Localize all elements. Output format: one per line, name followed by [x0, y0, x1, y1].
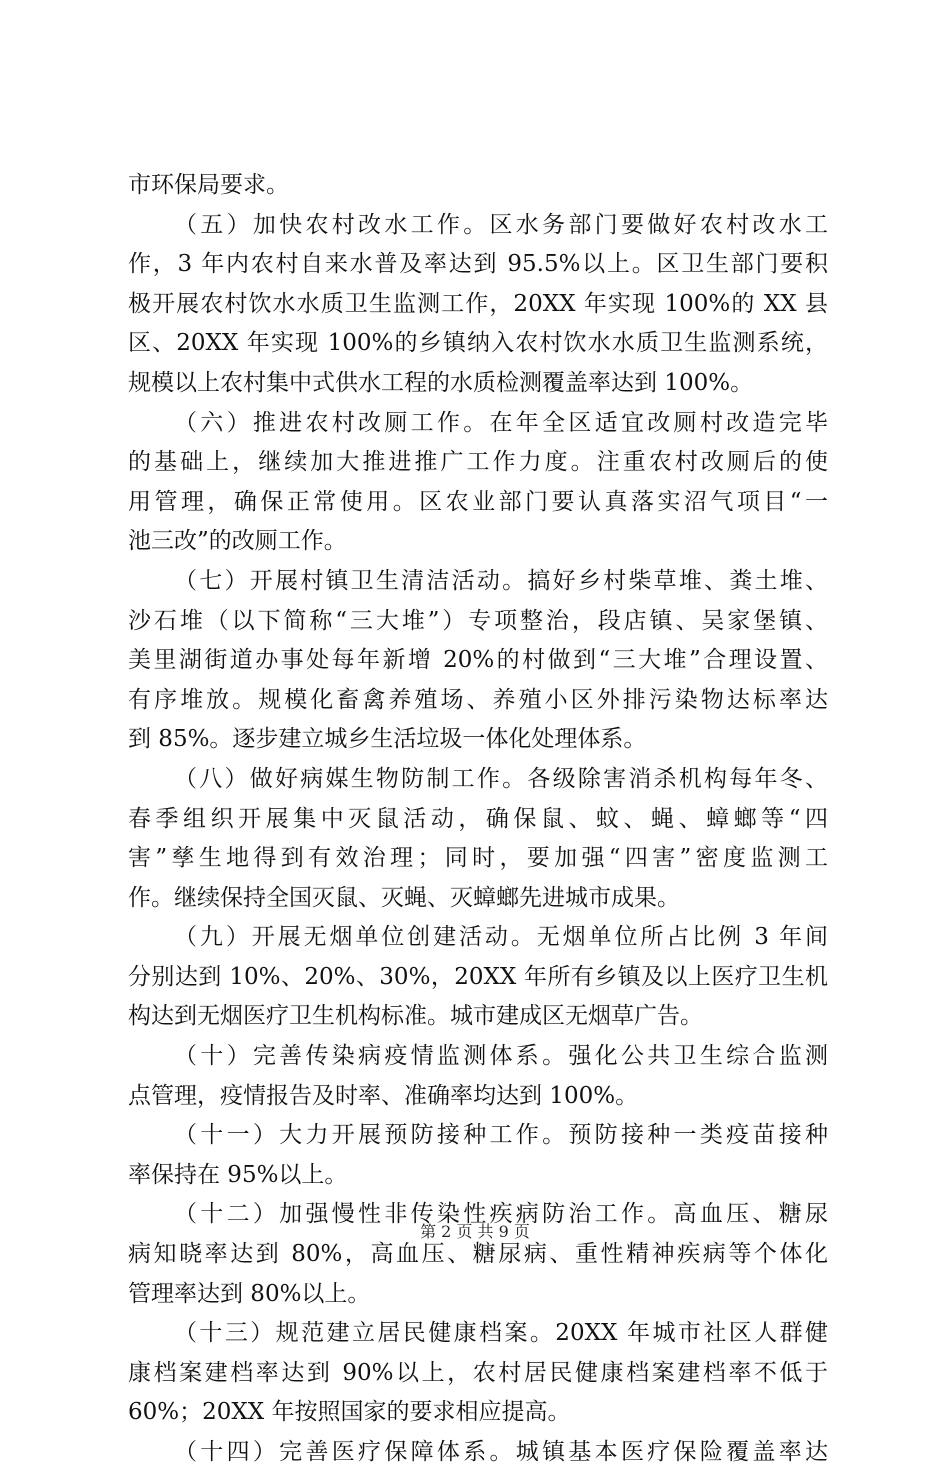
text-line: 康档案建档率达到 90%以上，农村居民健康档案建档率不低于	[128, 1359, 828, 1386]
text-line: （十四）完善医疗保障体系。城镇基本医疗保险覆盖率达	[174, 1439, 828, 1465]
text-line: 害”孳生地得到有效治理；同时，要加强“四害”密度监测工	[128, 845, 828, 872]
text-line: 点管理，疫情报告及时率、准确率均达到 100%。	[128, 1082, 639, 1109]
text-line: （五）加快农村改水工作。区水务部门要做好农村改水工	[174, 211, 828, 238]
text-line: 区、20XX 年实现 100%的乡镇纳入农村饮水水质卫生监测系统，	[128, 330, 828, 357]
text-line: 春季组织开展集中灭鼠活动，确保鼠、蚊、蝇、蟑螂等“四	[128, 805, 828, 832]
text-line: （十一）大力开展预防接种工作。预防接种一类疫苗接种	[174, 1122, 828, 1149]
text-line: 美里湖街道办事处每年新增 20%的村做到“三大堆”合理设置、	[128, 647, 828, 674]
text-line: 作。继续保持全国灭鼠、灭蝇、灭蟑螂先进城市成果。	[128, 884, 680, 911]
text-line: 有序堆放。规模化畜禽养殖场、养殖小区外排污染物达标率达	[128, 686, 828, 713]
text-line: （十）完善传染病疫情监测体系。强化公共卫生综合监测	[174, 1043, 828, 1070]
text-line: （十三）规范建立居民健康档案。20XX 年城市社区人群健	[174, 1320, 828, 1347]
text-line: 沙石堆（以下简称“三大堆”）专项整治，段店镇、吴家堡镇、	[128, 607, 828, 634]
text-line: （十二）加强慢性非传染性疾病防治工作。高血压、糖尿	[174, 1201, 828, 1228]
text-line: 极开展农村饮水水质卫生监测工作，20XX 年实现 100%的 XX 县	[128, 290, 828, 317]
text-line: （九）开展无烟单位创建活动。无烟单位所占比例 3 年间	[174, 924, 828, 951]
text-line: （八）做好病媒生物防制工作。各级除害消杀机构每年冬、	[174, 765, 828, 792]
text-line: 规模以上农村集中式供水工程的水质检测覆盖率达到 100%。	[128, 369, 754, 396]
text-line: 的基础上，继续加大推进推广工作力度。注重农村改厕后的使	[128, 449, 828, 476]
text-line: 分别达到 10%、20%、30%，20XX 年所有乡镇及以上医疗卫生机	[128, 963, 828, 990]
document-body	[128, 166, 828, 1473]
text-line: （六）推进农村改厕工作。在年全区适宜改厕村改造完毕	[174, 409, 828, 436]
text-line: 作，3 年内农村自来水普及率达到 95.5%以上。区卫生部门要积	[128, 251, 828, 278]
text-line: 池三改”的改厕工作。	[128, 528, 347, 555]
text-line: 管理率达到 80%以上。	[128, 1280, 371, 1307]
text-line: 用管理，确保正常使用。区农业部门要认真落实沼气项目“一	[128, 488, 828, 515]
page-footer: 第 2 页 共 9 页	[420, 1222, 530, 1241]
text-line: （七）开展村镇卫生清洁活动。搞好乡村柴草堆、粪土堆、	[174, 567, 828, 594]
text-line: 60%；20XX 年按照国家的要求相应提高。	[128, 1399, 571, 1426]
text-line: 市环保局要求。	[128, 172, 289, 198]
text-line: 到 85%。逐步建立城乡生活垃圾一体化处理体系。	[128, 726, 647, 753]
text-line: 构达到无烟医疗卫生机构标准。城市建成区无烟草广告。	[128, 1003, 703, 1030]
text-line: 病知晓率达到 80%，高血压、糖尿病、重性精神疾病等个体化	[128, 1241, 828, 1268]
text-line: 率保持在 95%以上。	[128, 1161, 348, 1188]
